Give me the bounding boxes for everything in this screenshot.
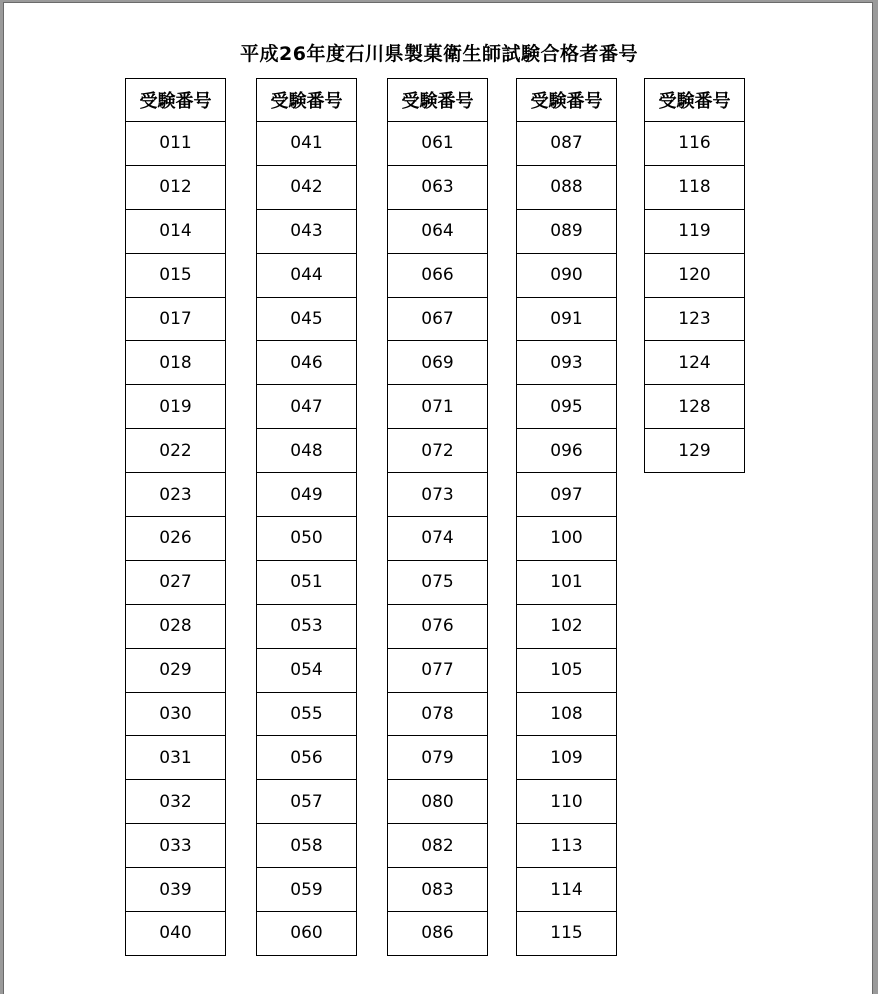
table-row: [517, 341, 617, 385]
exam-number-cell: 046: [257, 341, 357, 385]
column-header: 受験番号: [517, 79, 617, 122]
exam-number-cell: 079: [388, 736, 488, 780]
table-row: [257, 692, 357, 736]
exam-number-cell: 102: [517, 604, 617, 648]
exam-number-cell: 123: [645, 297, 745, 341]
exam-number-cell: 066: [388, 253, 488, 297]
table-row: [257, 297, 357, 341]
table-row: [388, 692, 488, 736]
exam-number-cell: 057: [257, 780, 357, 824]
exam-number-cell: 064: [388, 209, 488, 253]
exam-number-cell: 071: [388, 385, 488, 429]
exam-number-cell: 108: [517, 692, 617, 736]
table-row: [388, 253, 488, 297]
table-row: [126, 736, 226, 780]
exam-number-cell: 053: [257, 604, 357, 648]
table-row: [257, 912, 357, 956]
exam-number-cell: 015: [126, 253, 226, 297]
table-row: [517, 385, 617, 429]
column-header: 受験番号: [388, 79, 488, 122]
exam-number-cell: 118: [645, 165, 745, 209]
exam-number-cell: 100: [517, 517, 617, 561]
exam-number-cell: 124: [645, 341, 745, 385]
table-row: [257, 780, 357, 824]
table-row: [126, 604, 226, 648]
table-row: [388, 780, 488, 824]
column-header: 受験番号: [257, 79, 357, 122]
table-row: [517, 692, 617, 736]
table-row: [388, 341, 488, 385]
exam-number-cell: 082: [388, 824, 488, 868]
exam-number-cell: 061: [388, 122, 488, 166]
exam-number-cell: 075: [388, 560, 488, 604]
exam-number-cell: 083: [388, 868, 488, 912]
table-row: [257, 253, 357, 297]
table-row: [517, 297, 617, 341]
table-row: [257, 560, 357, 604]
table-row: [257, 824, 357, 868]
exam-number-cell: 050: [257, 517, 357, 561]
table-row: [388, 209, 488, 253]
exam-number-cell: 017: [126, 297, 226, 341]
table-row: [126, 122, 226, 166]
exam-number-cell: 047: [257, 385, 357, 429]
exam-number-cell: 101: [517, 560, 617, 604]
exam-number-cell: 056: [257, 736, 357, 780]
exam-number-cell: 032: [126, 780, 226, 824]
table-row: [126, 341, 226, 385]
number-column-3: [387, 78, 488, 956]
exam-number-cell: 129: [645, 429, 745, 473]
table-row: [126, 209, 226, 253]
table-row: [517, 604, 617, 648]
page-title: 平成26年度石川県製菓衛生師試験合格者番号: [240, 43, 638, 65]
table-row: [645, 165, 745, 209]
table-row: [388, 385, 488, 429]
exam-number-cell: 040: [126, 912, 226, 956]
table-row: [257, 341, 357, 385]
exam-number-cell: 089: [517, 209, 617, 253]
table-row: [517, 912, 617, 956]
table-row: [388, 560, 488, 604]
table-row: [517, 517, 617, 561]
table-row: [257, 604, 357, 648]
exam-number-cell: 023: [126, 473, 226, 517]
exam-number-cell: 014: [126, 209, 226, 253]
table-row: [388, 429, 488, 473]
table-row: [257, 122, 357, 166]
table-row: [126, 824, 226, 868]
exam-number-cell: 115: [517, 912, 617, 956]
table-row: [517, 473, 617, 517]
exam-number-cell: 077: [388, 648, 488, 692]
table-row: [645, 341, 745, 385]
table-row: [388, 824, 488, 868]
exam-number-cell: 110: [517, 780, 617, 824]
table-row: [645, 297, 745, 341]
exam-number-cell: 105: [517, 648, 617, 692]
exam-number-cell: 067: [388, 297, 488, 341]
table-row: [517, 209, 617, 253]
exam-number-cell: 095: [517, 385, 617, 429]
exam-number-cell: 116: [645, 122, 745, 166]
table-row: [257, 473, 357, 517]
table-row: [257, 429, 357, 473]
exam-number-cell: 087: [517, 122, 617, 166]
table-row: [388, 165, 488, 209]
exam-number-cell: 086: [388, 912, 488, 956]
table-row: [126, 429, 226, 473]
exam-number-cell: 031: [126, 736, 226, 780]
exam-number-cell: 048: [257, 429, 357, 473]
exam-number-cell: 060: [257, 912, 357, 956]
exam-number-cell: 093: [517, 341, 617, 385]
exam-number-cell: 069: [388, 341, 488, 385]
table-row: [517, 780, 617, 824]
exam-number-cell: 113: [517, 824, 617, 868]
table-row: [517, 736, 617, 780]
exam-number-cell: 063: [388, 165, 488, 209]
exam-number-cell: 119: [645, 209, 745, 253]
table-row: [126, 297, 226, 341]
exam-number-cell: 044: [257, 253, 357, 297]
table-row: [257, 165, 357, 209]
exam-number-cell: 012: [126, 165, 226, 209]
table-row: [388, 604, 488, 648]
exam-number-cell: 043: [257, 209, 357, 253]
table-row: [126, 692, 226, 736]
table-row: [126, 473, 226, 517]
table-row: [517, 648, 617, 692]
table-row: [388, 122, 488, 166]
exam-number-cell: 039: [126, 868, 226, 912]
exam-number-cell: 045: [257, 297, 357, 341]
exam-number-cell: 073: [388, 473, 488, 517]
exam-number-cell: 028: [126, 604, 226, 648]
table-row: [388, 736, 488, 780]
table-row: [388, 473, 488, 517]
number-column-2: [256, 78, 357, 956]
table-row: [257, 209, 357, 253]
exam-number-cell: 027: [126, 560, 226, 604]
table-row: [388, 868, 488, 912]
table-row: [645, 429, 745, 473]
number-column-5: [644, 78, 745, 473]
table-row: [126, 253, 226, 297]
table-row: [517, 165, 617, 209]
table-row: [257, 868, 357, 912]
table-row: [126, 912, 226, 956]
exam-number-cell: 030: [126, 692, 226, 736]
exam-number-cell: 109: [517, 736, 617, 780]
exam-number-cell: 041: [257, 122, 357, 166]
exam-number-cell: 058: [257, 824, 357, 868]
exam-number-cell: 072: [388, 429, 488, 473]
column-header: 受験番号: [645, 79, 745, 122]
exam-number-cell: 080: [388, 780, 488, 824]
table-row: [126, 385, 226, 429]
exam-number-cell: 128: [645, 385, 745, 429]
exam-number-cell: 088: [517, 165, 617, 209]
table-row: [517, 253, 617, 297]
exam-number-cell: 033: [126, 824, 226, 868]
number-column-1: [125, 78, 226, 956]
exam-number-cell: 076: [388, 604, 488, 648]
table-row: [257, 517, 357, 561]
exam-number-cell: 120: [645, 253, 745, 297]
exam-number-cell: 051: [257, 560, 357, 604]
exam-number-cell: 114: [517, 868, 617, 912]
exam-number-cell: 019: [126, 385, 226, 429]
exam-number-cell: 018: [126, 341, 226, 385]
table-row: [388, 648, 488, 692]
table-row: [645, 253, 745, 297]
table-row: [388, 297, 488, 341]
table-row: [517, 824, 617, 868]
table-row: [388, 912, 488, 956]
table-row: [517, 122, 617, 166]
exam-number-cell: 059: [257, 868, 357, 912]
exam-number-cell: 074: [388, 517, 488, 561]
table-row: [517, 560, 617, 604]
table-row: [126, 780, 226, 824]
exam-number-cell: 078: [388, 692, 488, 736]
table-row: [126, 517, 226, 561]
table-row: [126, 868, 226, 912]
exam-number-cell: 022: [126, 429, 226, 473]
exam-number-cell: 090: [517, 253, 617, 297]
table-row: [126, 560, 226, 604]
exam-number-cell: 091: [517, 297, 617, 341]
exam-number-cell: 049: [257, 473, 357, 517]
table-row: [257, 736, 357, 780]
exam-number-cell: 026: [126, 517, 226, 561]
table-row: [645, 209, 745, 253]
exam-number-cell: 054: [257, 648, 357, 692]
exam-number-cell: 011: [126, 122, 226, 166]
exam-number-cell: 042: [257, 165, 357, 209]
table-row: [517, 429, 617, 473]
table-row: [126, 648, 226, 692]
exam-number-cell: 055: [257, 692, 357, 736]
table-row: [645, 122, 745, 166]
table-row: [645, 385, 745, 429]
number-column-4: [516, 78, 617, 956]
exam-number-cell: 029: [126, 648, 226, 692]
column-header: 受験番号: [126, 79, 226, 122]
table-row: [257, 385, 357, 429]
exam-number-cell: 096: [517, 429, 617, 473]
exam-number-cell: 097: [517, 473, 617, 517]
table-row: [388, 517, 488, 561]
document-page: [4, 3, 872, 994]
table-row: [126, 165, 226, 209]
table-row: [257, 648, 357, 692]
table-row: [517, 868, 617, 912]
